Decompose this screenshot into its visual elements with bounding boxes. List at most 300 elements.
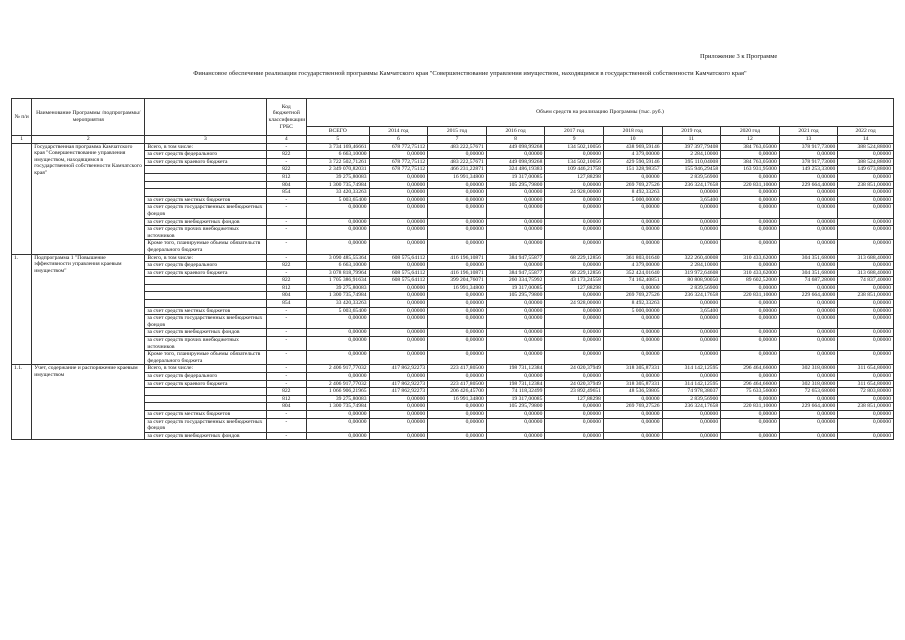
amount-cell: 0,00000	[428, 410, 487, 418]
amount-cell: 0,00000	[838, 315, 894, 329]
amount-cell: 0,00000	[603, 315, 662, 329]
amount-cell: 0,00000	[779, 284, 838, 292]
grbs-code: 804	[266, 181, 306, 189]
amount-cell: 80 808,90050	[662, 277, 721, 285]
amount-cell: 0,00000	[779, 410, 838, 418]
source-label: Кроме того, планируемые объемы обязательств федерального бюджета	[145, 351, 266, 365]
amount-cell: 0,00000	[545, 151, 604, 159]
amount-cell: 2 406 917,77032	[306, 365, 369, 373]
amount-cell: 4 379,00000	[603, 151, 662, 159]
amount-cell: 105 295,79800	[486, 292, 545, 300]
amount-cell: 33 420,33263	[306, 189, 369, 197]
amount-cell: 0,00000	[721, 337, 780, 351]
amount-cell: 223 417,80500	[428, 380, 487, 388]
amount-cell: 260 334,75992	[486, 277, 545, 285]
amount-cell: 16 991,34800	[428, 395, 487, 403]
amount-cell: 24 928,00000	[545, 300, 604, 308]
source-label	[145, 403, 266, 411]
amount-cell: 296 464,66000	[721, 380, 780, 388]
amount-cell: 0,00000	[428, 403, 487, 411]
amount-cell: 0,00000	[486, 151, 545, 159]
amount-cell: 608 575,64112	[369, 277, 428, 285]
amount-cell: 0,00000	[838, 373, 894, 381]
amount-cell: 0,00000	[779, 226, 838, 240]
amount-cell: 0,00000	[721, 226, 780, 240]
amount-cell: 19 317,00085	[486, 395, 545, 403]
amount-cell: 0,00000	[662, 300, 721, 308]
source-label: за счет средств местных бюджетов	[145, 307, 266, 315]
amount-cell: 39 275,80083	[306, 395, 369, 403]
amount-cell: 0,00000	[838, 418, 894, 432]
amount-cell: 127,88298	[545, 173, 604, 181]
amount-cell: 384 763,05000	[721, 158, 780, 166]
amount-cell: 238 851,00000	[838, 181, 894, 189]
amount-cell: 0,00000	[486, 226, 545, 240]
amount-cell: 0,00000	[428, 262, 487, 270]
amount-cell: 0,00000	[369, 262, 428, 270]
amount-cell: 0,00000	[428, 329, 487, 337]
amount-cell: 0,00000	[838, 300, 894, 308]
amount-cell: 0,00000	[779, 395, 838, 403]
amount-cell: 0,00000	[662, 373, 721, 381]
amount-cell: 449 098,99268	[486, 158, 545, 166]
amount-cell: 302 318,08000	[779, 365, 838, 373]
source-label	[145, 284, 266, 292]
amount-cell: 395 110,04008	[662, 158, 721, 166]
grbs-code: -	[266, 196, 306, 204]
amount-cell: 0,00000	[369, 300, 428, 308]
amount-cell: 417 862,92273	[369, 388, 428, 396]
amount-cell: 361 803,01640	[603, 254, 662, 262]
column-number: 4	[266, 136, 306, 144]
amount-cell: 206 426,45700	[428, 388, 487, 396]
amount-cell: 0,00000	[369, 337, 428, 351]
amount-cell: 0,00000	[603, 218, 662, 226]
amount-cell: 2 349 070,82031	[306, 166, 369, 174]
amount-cell: 678 772,75112	[369, 166, 428, 174]
amount-cell: 0,00000	[545, 196, 604, 204]
amount-cell: 39 275,80083	[306, 173, 369, 181]
amount-cell: 296 464,66000	[721, 365, 780, 373]
amount-cell: 19 317,00085	[486, 173, 545, 181]
amount-cell: 0,00000	[838, 196, 894, 204]
amount-cell: 105 295,79800	[486, 181, 545, 189]
amount-cell: 0,00000	[779, 337, 838, 351]
grbs-code: -	[266, 373, 306, 381]
amount-cell: 198 731,12384	[486, 380, 545, 388]
amount-cell: 311 654,80000	[838, 380, 894, 388]
amount-cell: 399 204,76071	[428, 277, 487, 285]
year-header: 2016 год	[486, 127, 545, 136]
amount-cell: 0,00000	[721, 329, 780, 337]
amount-cell: 378 917,73000	[779, 143, 838, 151]
grbs-code: 822	[266, 262, 306, 270]
amount-cell: 0,00000	[369, 189, 428, 197]
amount-cell: 0,00000	[369, 373, 428, 381]
amount-cell: 0,00000	[486, 262, 545, 270]
amount-cell: 127,88298	[545, 284, 604, 292]
source-label	[145, 173, 266, 181]
amount-cell: 0,00000	[603, 284, 662, 292]
amount-cell: 0,00000	[306, 432, 369, 440]
amount-cell: 0,00000	[779, 329, 838, 337]
amount-cell: 416 196,10871	[428, 254, 487, 262]
grbs-code: -	[266, 254, 306, 262]
amount-cell: 0,00000	[486, 240, 545, 254]
header-volume: Объем средств на реализацию Программы (тыс. руб.)	[306, 99, 893, 127]
amount-cell: 0,00000	[545, 410, 604, 418]
amount-cell: 483 222,57671	[428, 143, 487, 151]
financing-table	[11, 98, 894, 440]
amount-cell: 0,00000	[779, 262, 838, 270]
amount-cell: 19 317,00085	[486, 284, 545, 292]
amount-cell: 0,00000	[603, 337, 662, 351]
amount-cell: 1 300 735,74984	[306, 292, 369, 300]
amount-cell: 0,00000	[369, 226, 428, 240]
grbs-code: -	[266, 329, 306, 337]
amount-cell: 2 406 917,77032	[306, 380, 369, 388]
amount-cell: 0,00000	[428, 204, 487, 218]
amount-cell: 0,00000	[369, 240, 428, 254]
amount-cell: 229 664,40000	[779, 403, 838, 411]
amount-cell: 0,00000	[306, 337, 369, 351]
amount-cell: 74 162,40851	[603, 277, 662, 285]
grbs-code: -	[266, 380, 306, 388]
amount-cell: 310 433,62000	[721, 269, 780, 277]
amount-cell: 0,00000	[369, 418, 428, 432]
amount-cell: 72 653,68000	[779, 388, 838, 396]
amount-cell: 0,00000	[838, 410, 894, 418]
year-header: ВСЕГО	[306, 127, 369, 136]
amount-cell: 0,00000	[838, 218, 894, 226]
amount-cell: 0,00000	[603, 410, 662, 418]
amount-cell: 678 772,75112	[369, 143, 428, 151]
amount-cell: 0,00000	[721, 373, 780, 381]
amount-cell: 0,00000	[306, 315, 369, 329]
amount-cell: 0,00000	[545, 329, 604, 337]
amount-cell: 0,00000	[545, 262, 604, 270]
amount-cell: 149 673,88000	[838, 166, 894, 174]
amount-cell: 0,00000	[545, 307, 604, 315]
amount-cell: 151 328,98357	[603, 166, 662, 174]
amount-cell: 0,00000	[486, 410, 545, 418]
column-number: 6	[369, 136, 428, 144]
grbs-code: -	[266, 307, 306, 315]
amount-cell: 8 492,33263	[603, 189, 662, 197]
amount-cell: 384 947,55877	[486, 269, 545, 277]
amount-cell: 0,00000	[603, 329, 662, 337]
grbs-code: -	[266, 365, 306, 373]
row-number: 1.	[12, 254, 32, 365]
amount-cell: 0,00000	[486, 204, 545, 218]
amount-cell: 0,00000	[662, 337, 721, 351]
amount-cell: 0,00000	[779, 307, 838, 315]
grbs-code: -	[266, 218, 306, 226]
amount-cell: 0,00000	[721, 300, 780, 308]
amount-cell: 0,00000	[721, 196, 780, 204]
grbs-code: -	[266, 240, 306, 254]
amount-cell: 2 839,56900	[662, 395, 721, 403]
amount-cell: 417 862,92273	[369, 380, 428, 388]
source-label: за счет средств государственных внебюджетных фондов	[145, 418, 266, 432]
amount-cell: 0,00000	[779, 373, 838, 381]
amount-cell: 378 917,73000	[779, 158, 838, 166]
source-label: за счет средств федерального	[145, 151, 266, 159]
amount-cell: 220 831,10000	[721, 403, 780, 411]
amount-cell: 0,00000	[369, 315, 428, 329]
amount-cell: 23 892,49651	[545, 388, 604, 396]
amount-cell: 0,00000	[603, 395, 662, 403]
amount-cell: 0,00000	[721, 204, 780, 218]
amount-cell: 229 664,40000	[779, 292, 838, 300]
year-header: 2020 год	[721, 127, 780, 136]
amount-cell: 0,00000	[369, 410, 428, 418]
amount-cell: 0,00000	[662, 204, 721, 218]
amount-cell: 388 524,88000	[838, 143, 894, 151]
amount-cell: 6 663,10000	[306, 262, 369, 270]
amount-cell: 0,00000	[603, 226, 662, 240]
amount-cell: 0,00000	[779, 196, 838, 204]
amount-cell: 0,00000	[779, 300, 838, 308]
amount-cell: 0,00000	[721, 315, 780, 329]
amount-cell: 0,00000	[306, 418, 369, 432]
amount-cell: 0,00000	[779, 351, 838, 365]
amount-cell: 0,00000	[306, 410, 369, 418]
amount-cell: 43 173,24558	[545, 277, 604, 285]
grbs-code: -	[266, 315, 306, 329]
amount-cell: 0,00000	[306, 226, 369, 240]
source-label: за счет средств местных бюджетов	[145, 410, 266, 418]
column-number: 11	[662, 136, 721, 144]
amount-cell: 0,00000	[721, 173, 780, 181]
amount-cell: 238 851,00000	[838, 403, 894, 411]
amount-cell: 0,00000	[545, 418, 604, 432]
year-header: 2018 год	[603, 127, 662, 136]
amount-cell: 0,00000	[662, 329, 721, 337]
amount-cell: 0,00000	[662, 240, 721, 254]
amount-cell: 1 300 735,74984	[306, 181, 369, 189]
amount-cell: 0,00000	[662, 315, 721, 329]
amount-cell: 0,00000	[779, 151, 838, 159]
amount-cell: 0,00000	[369, 181, 428, 189]
amount-cell: 48 536,59805	[603, 388, 662, 396]
amount-cell: 0,00000	[428, 315, 487, 329]
column-number: 3	[145, 136, 266, 144]
amount-cell: 4 379,00000	[603, 262, 662, 270]
amount-cell: 0,00000	[369, 284, 428, 292]
amount-cell: 0,00000	[779, 240, 838, 254]
amount-cell: 0,00000	[545, 315, 604, 329]
amount-cell: 0,00000	[486, 432, 545, 440]
amount-cell: 3 078 818,79964	[306, 269, 369, 277]
amount-cell: 324 486,19383	[486, 166, 545, 174]
amount-cell: 0,00000	[486, 218, 545, 226]
source-label	[145, 181, 266, 189]
amount-cell: 3 734 169,46661	[306, 143, 369, 151]
amount-cell: 2 839,56900	[662, 173, 721, 181]
amount-cell: 24 928,00000	[545, 189, 604, 197]
amount-cell: 0,00000	[603, 173, 662, 181]
amount-cell: 0,00000	[545, 181, 604, 189]
amount-cell: 24 020,37949	[545, 365, 604, 373]
amount-cell: 0,00000	[838, 284, 894, 292]
table-row	[12, 365, 894, 373]
amount-cell: 2 839,56900	[662, 284, 721, 292]
amount-cell: 0,00000	[428, 151, 487, 159]
source-label	[145, 277, 266, 285]
amount-cell: 483 222,57671	[428, 158, 487, 166]
source-label: за счет средств краевого бюджета	[145, 380, 266, 388]
amount-cell: 127,88298	[545, 395, 604, 403]
amount-cell: 0,00000	[545, 351, 604, 365]
program-name: Подпрограмма 1 "Повышение эффективности управления краевым имуществом"	[32, 254, 145, 365]
grbs-code: 822	[266, 151, 306, 159]
source-label: за счет средств федерального	[145, 373, 266, 381]
amount-cell: 0,00000	[486, 307, 545, 315]
amount-cell: 0,00000	[545, 240, 604, 254]
amount-cell: 236 324,17658	[662, 292, 721, 300]
amount-cell: 16 991,34800	[428, 173, 487, 181]
amount-cell: 388 524,88000	[838, 158, 894, 166]
amount-cell: 0,00000	[838, 395, 894, 403]
amount-cell: 0,00000	[721, 189, 780, 197]
grbs-code: 812	[266, 173, 306, 181]
source-label: Всего, в том числе:	[145, 143, 266, 151]
amount-cell: 0,00000	[486, 351, 545, 365]
amount-cell: 269 769,27526	[603, 403, 662, 411]
source-label: за счет средств прочих внебюджетных источников	[145, 337, 266, 351]
amount-cell: 5 003,65400	[306, 307, 369, 315]
amount-cell: 0,00000	[486, 337, 545, 351]
amount-cell: 269 769,27526	[603, 181, 662, 189]
amount-cell: 0,00000	[545, 292, 604, 300]
amount-cell: 0,00000	[306, 204, 369, 218]
amount-cell: 466 231,22871	[428, 166, 487, 174]
amount-cell: 0,00000	[603, 351, 662, 365]
amount-cell: 0,00000	[603, 432, 662, 440]
grbs-code: -	[266, 432, 306, 440]
amount-cell: 449 098,99268	[486, 143, 545, 151]
amount-cell: 68 229,12856	[545, 254, 604, 262]
amount-cell: 1 300 735,74984	[306, 403, 369, 411]
column-number: 14	[838, 136, 894, 144]
amount-cell: 416 196,10871	[428, 269, 487, 277]
amount-cell: 0,00000	[486, 189, 545, 197]
amount-cell: 0,00000	[369, 329, 428, 337]
amount-cell: 0,00000	[721, 284, 780, 292]
amount-cell: 0,00000	[838, 173, 894, 181]
amount-cell: 105 295,79800	[486, 403, 545, 411]
amount-cell: 0,00000	[603, 204, 662, 218]
amount-cell: 134 502,10056	[545, 143, 604, 151]
source-label	[145, 166, 266, 174]
amount-cell: 311 654,80000	[838, 365, 894, 373]
amount-cell: 0,00000	[838, 151, 894, 159]
column-number: 12	[721, 136, 780, 144]
amount-cell: 0,00000	[721, 418, 780, 432]
amount-cell: 0,00000	[428, 181, 487, 189]
amount-cell: 0,00000	[721, 307, 780, 315]
program-name: Учет, содержание и распоряжение краевым имуществом	[32, 365, 145, 440]
amount-cell: 5 003,65400	[306, 196, 369, 204]
amount-cell: 149 253,33000	[779, 166, 838, 174]
amount-cell: 229 664,40000	[779, 181, 838, 189]
column-number: 8	[486, 136, 545, 144]
amount-cell: 223 417,80500	[428, 365, 487, 373]
amount-cell: 0,00000	[306, 329, 369, 337]
amount-cell: 0,00000	[545, 218, 604, 226]
source-label: за счет средств федерального	[145, 262, 266, 270]
source-label: Кроме того, планируемые объемы обязательств федерального бюджета	[145, 240, 266, 254]
amount-cell: 0,00000	[779, 315, 838, 329]
amount-cell: 3 722 502,71261	[306, 158, 369, 166]
amount-cell: 313 688,40000	[838, 269, 894, 277]
amount-cell: 0,00000	[369, 218, 428, 226]
column-number: 13	[779, 136, 838, 144]
amount-cell: 269 769,27526	[603, 292, 662, 300]
amount-cell: 75 633,56000	[721, 388, 780, 396]
table-row	[12, 143, 894, 151]
amount-cell: 0,00000	[306, 351, 369, 365]
grbs-code: -	[266, 410, 306, 418]
amount-cell: 39 275,80083	[306, 284, 369, 292]
grbs-code: 812	[266, 395, 306, 403]
header-code: Код бюджетной классификации ГРБС	[266, 99, 306, 136]
column-number: 10	[603, 136, 662, 144]
source-label: за счет средств внебюджетных фондов	[145, 329, 266, 337]
amount-cell: 313 688,40000	[838, 254, 894, 262]
row-number: 1.1.	[12, 365, 32, 440]
amount-cell: 0,00000	[662, 351, 721, 365]
amount-cell: 0,00000	[369, 351, 428, 365]
source-label	[145, 300, 266, 308]
column-number: 7	[428, 136, 487, 144]
grbs-code: 804	[266, 292, 306, 300]
amount-cell: 0,00000	[721, 218, 780, 226]
amount-cell: 220 831,10000	[721, 181, 780, 189]
amount-cell: 0,00000	[428, 418, 487, 432]
source-label	[145, 292, 266, 300]
amount-cell: 0,00000	[779, 418, 838, 432]
amount-cell: 2 284,10000	[662, 151, 721, 159]
amount-cell: 0,00000	[369, 292, 428, 300]
amount-cell: 0,00000	[428, 226, 487, 240]
amount-cell: 608 575,64112	[369, 269, 428, 277]
grbs-code: 812	[266, 284, 306, 292]
year-header: 2019 год	[662, 127, 721, 136]
source-label: за счет средств внебюджетных фондов	[145, 432, 266, 440]
amount-cell: 0,00000	[838, 204, 894, 218]
amount-cell: 6 663,10000	[306, 151, 369, 159]
amount-cell: 0,00000	[486, 196, 545, 204]
amount-cell: 0,00000	[486, 300, 545, 308]
amount-cell: 1 066 906,21965	[306, 388, 369, 396]
amount-cell: 0,00000	[306, 373, 369, 381]
source-label: Всего, в том числе:	[145, 254, 266, 262]
amount-cell: 397 397,79408	[662, 143, 721, 151]
grbs-code: -	[266, 337, 306, 351]
amount-cell: 74 118,32499	[486, 388, 545, 396]
amount-cell: 0,00000	[545, 337, 604, 351]
grbs-code: 804	[266, 403, 306, 411]
document-title: Финансовое обеспечение реализации государственной программы Камчатского края "Совершенствование управления имуществом, находящимся в государственной собственности Камчатского края"	[193, 70, 747, 77]
amount-cell: 608 575,64112	[369, 254, 428, 262]
program-name: Государственная программа Камчатского края "Совершенствование управления имуществом, находящимся в государственной собственности Камчатского края"	[32, 143, 145, 254]
amount-cell: 0,00000	[662, 410, 721, 418]
amount-cell: 319 972,64608	[662, 269, 721, 277]
year-header: 2015 год	[428, 127, 487, 136]
grbs-code: 822	[266, 388, 306, 396]
